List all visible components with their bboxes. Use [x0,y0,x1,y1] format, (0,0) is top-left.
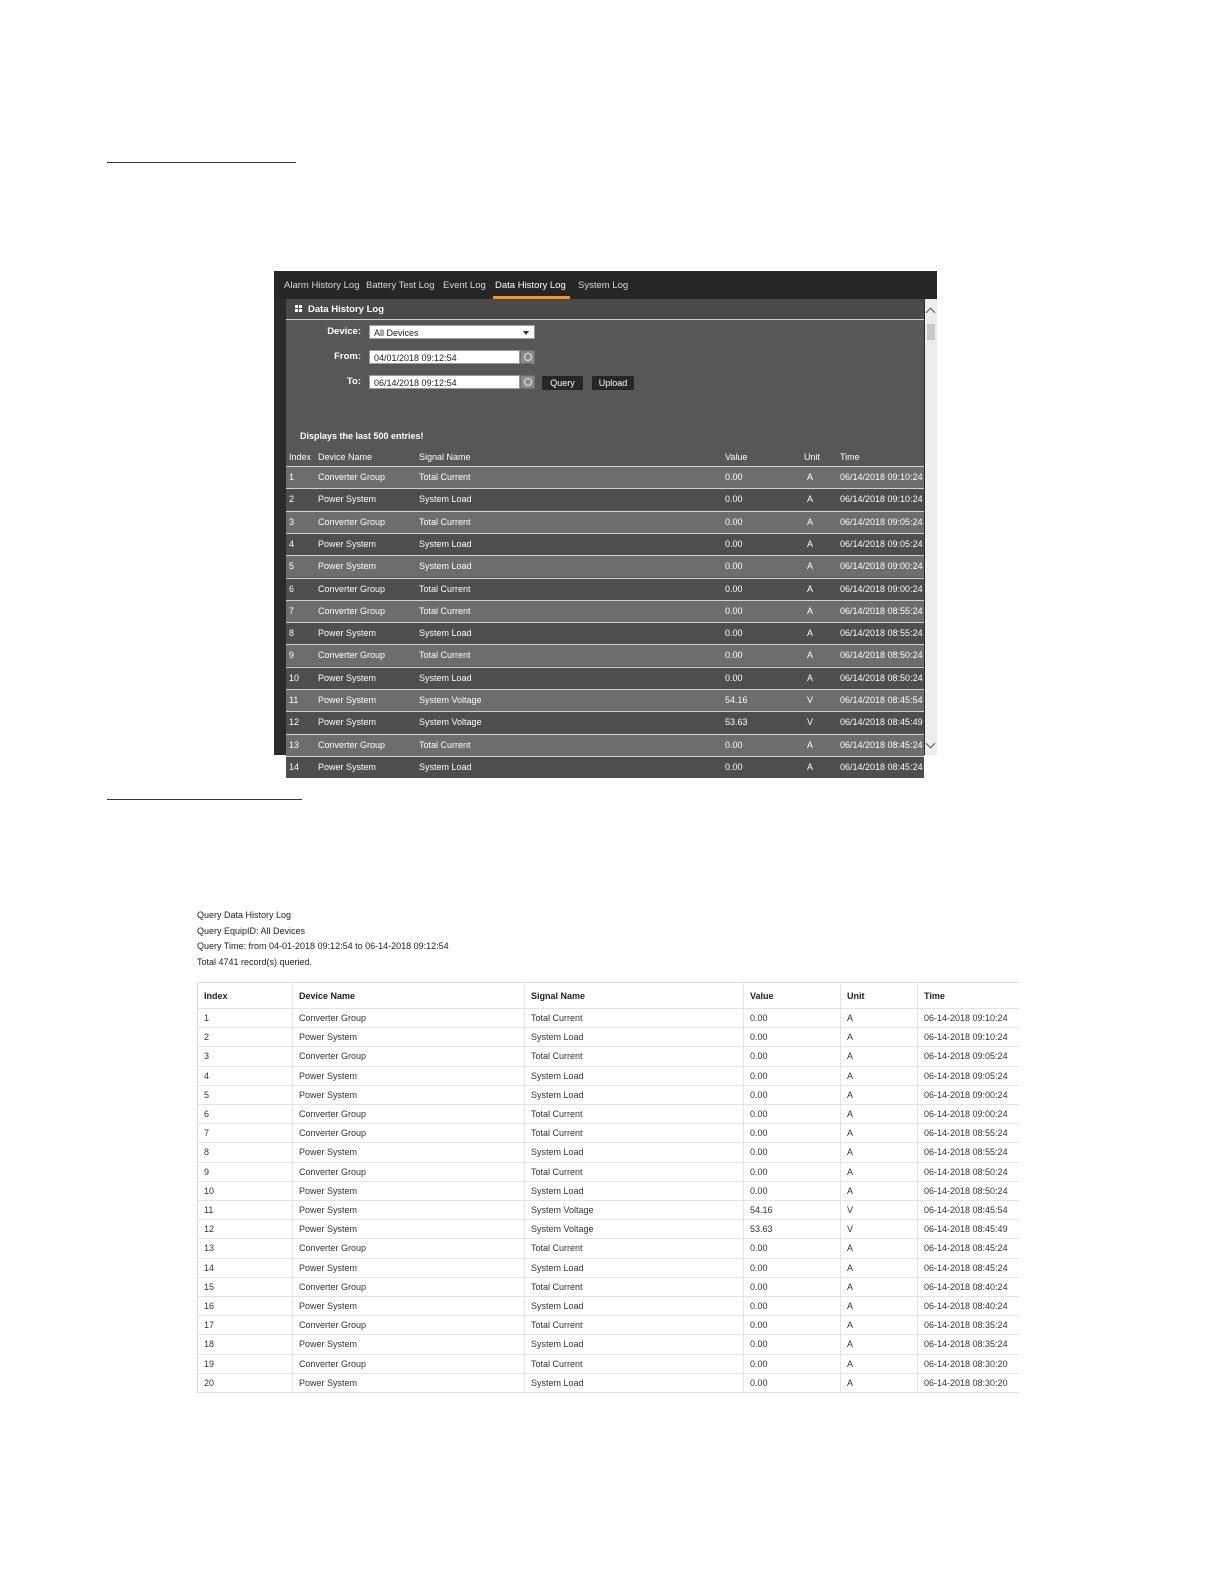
report-row [198,1181,1019,1201]
report-title: Query Data History Log [197,910,292,920]
cell-unit: V [807,717,814,728]
report-row [198,1123,1019,1143]
table-row[interactable] [286,600,924,622]
cell-device-name: Converter Group [318,739,386,750]
cell-unit: A [807,761,814,772]
to-date-input[interactable] [369,375,520,389]
cell-value: 0.00 [725,650,743,661]
cell-value: 0.00 [725,761,743,772]
cell-unit: A [847,1070,854,1081]
cell-unit: A [807,650,814,661]
cell-unit: V [847,1224,854,1235]
cell-time: 06/14/2018 09:10:24 [840,472,923,482]
cell-unit: A [847,1243,854,1254]
tab-battery-test-log[interactable]: Battery Test Log [366,280,435,291]
cell-value: 0.00 [750,1089,768,1100]
cell-time: 06-14-2018 08:55:24 [924,1128,1008,1139]
cell-unit: A [847,1185,854,1196]
cell-index: 9 [204,1166,210,1177]
cell-signal-name: System Load [419,494,472,505]
report-row [198,1315,1019,1335]
cell-unit: A [847,1089,854,1100]
cell-signal-name: System Load [531,1070,584,1081]
report-equip-id: Query EquipID: All Devices [197,925,306,936]
cell-value: 0.00 [750,1070,768,1081]
cell-unit: A [847,1281,854,1292]
cell-time: 06-14-2018 08:45:49 [924,1224,1008,1235]
cell-value: 0.00 [725,561,743,572]
cell-signal-name: Total Current [531,1281,583,1292]
table-row[interactable] [286,644,924,666]
cell-value: 0.00 [725,672,743,683]
cell-signal-name: Total Current [531,1051,583,1062]
table-row[interactable] [286,622,924,644]
cell-unit: A [807,516,814,527]
from-date-input[interactable] [369,350,520,364]
cell-device-name: Converter Group [299,1320,367,1331]
from-date-value: 04/01/2018 09:12:54 [374,353,457,363]
cell-value: 0.00 [750,1109,768,1119]
cell-index: 8 [204,1147,210,1158]
column-header[interactable]: Device Name [318,452,373,462]
cell-value: 0.00 [750,1262,768,1273]
tab-system-log[interactable]: System Log [578,280,629,291]
table-row[interactable] [286,511,924,533]
cell-signal-name: Total Current [531,1243,583,1254]
cell-value: 0.00 [750,1147,768,1158]
cell-device-name: Power System [318,761,377,772]
cell-signal-name: System Load [419,761,472,772]
cell-index: 11 [289,695,299,705]
cell-signal-name: Total Current [531,1013,583,1023]
cell-signal-name: System Load [531,1262,584,1273]
cell-value: 0.00 [750,1166,768,1177]
cell-device-name: Power System [318,494,377,505]
clock-icon[interactable] [520,375,535,389]
cell-unit: A [807,605,814,616]
cell-signal-name: Total Current [419,472,471,482]
cell-index: 10 [289,672,300,683]
cell-signal-name: Total Current [531,1358,583,1369]
cell-unit: A [807,739,814,750]
cell-index: 6 [204,1109,210,1119]
cell-time: 06-14-2018 09:00:24 [924,1089,1008,1100]
cell-value: 0.00 [725,472,743,482]
cell-value: 0.00 [725,628,743,639]
cell-signal-name: System Load [531,1032,584,1043]
scroll-thumb[interactable] [927,324,935,340]
cell-unit: A [847,1166,854,1177]
cell-index: 3 [289,516,295,527]
entries-note: Displays the last 500 entries! [300,431,424,441]
cell-time: 06-14-2018 09:10:24 [924,1032,1008,1043]
cell-time: 06/14/2018 09:00:24 [840,561,923,572]
cell-device-name: Converter Group [299,1358,367,1369]
cell-signal-name: Total Current [419,650,471,661]
cell-unit: A [847,1147,854,1158]
data-history-panel [286,299,924,772]
cell-unit: A [847,1128,854,1139]
table-row[interactable] [286,555,924,577]
cell-signal-name: System Load [531,1301,584,1311]
cell-index: 19 [204,1358,215,1369]
section-heading-rule [107,162,296,163]
report-row [198,1008,1019,1028]
cell-unit: A [807,561,814,572]
cell-unit: A [847,1320,854,1331]
cell-device-name: Power System [318,538,377,549]
report-row [198,1142,1019,1162]
cell-device-name: Converter Group [299,1128,367,1139]
report-total: Total 4741 record(s) queried. [197,956,313,967]
report-row [198,1200,1019,1220]
panel-title: Data History Log [308,304,385,315]
cell-value: 53.63 [750,1224,773,1235]
cell-signal-name: System Load [531,1147,584,1158]
cell-device-name: Power System [299,1205,358,1215]
cell-index: 12 [204,1224,215,1235]
cell-time: 06-14-2018 09:00:24 [924,1109,1008,1119]
cell-index: 2 [204,1032,210,1043]
cell-value: 0.00 [750,1128,768,1139]
cell-time: 06/14/2018 08:50:24 [840,672,923,683]
cell-signal-name: System Load [531,1339,584,1350]
cell-device-name: Power System [318,561,377,572]
cell-unit: A [807,538,814,549]
cell-time: 06/14/2018 09:00:24 [840,583,923,594]
section-heading-rule [107,799,302,800]
cell-unit: A [847,1339,854,1350]
column-header[interactable]: Index [289,452,312,462]
cell-index: 10 [204,1185,215,1196]
cell-time: 06/14/2018 08:45:24 [840,739,923,750]
cell-unit: V [807,695,814,705]
cell-time: 06-14-2018 08:30:20 [924,1377,1008,1388]
report-row [198,1162,1019,1182]
cell-device-name: Power System [299,1089,358,1100]
cell-device-name: Converter Group [318,472,386,482]
cell-unit: A [847,1301,854,1311]
cell-index: 2 [289,494,295,505]
cell-unit: A [807,672,814,683]
cell-index: 7 [204,1128,210,1139]
cell-value: 0.00 [750,1339,768,1350]
cell-time: 06-14-2018 08:45:24 [924,1262,1008,1273]
cell-value: 53.63 [725,717,748,728]
cell-device-name: Converter Group [318,650,386,661]
table-row[interactable] [286,689,924,711]
cell-unit: A [847,1032,854,1043]
cell-device-name: Power System [299,1032,358,1043]
cell-index: 4 [204,1070,210,1081]
cell-index: 1 [289,472,295,482]
cell-time: 06-14-2018 08:45:54 [924,1205,1008,1215]
column-header[interactable]: Value [725,452,748,462]
cell-value: 0.00 [725,739,743,750]
cell-device-name: Converter Group [299,1013,367,1023]
cell-signal-name: System Load [531,1377,584,1388]
cell-time: 06/14/2018 08:45:49 [840,717,923,728]
cell-unit: A [847,1358,854,1369]
cell-signal-name: System Load [419,672,472,683]
cell-device-name: Converter Group [299,1166,367,1177]
grid-icon [295,305,302,312]
cell-value: 0.00 [725,605,743,616]
cell-index: 1 [204,1013,210,1023]
cell-time: 06-14-2018 09:10:24 [924,1013,1008,1023]
report-summary [197,909,449,971]
table-row[interactable] [286,667,924,689]
cell-value: 0.00 [725,494,743,505]
cell-unit: A [847,1109,854,1119]
device-select-value: All Devices [374,328,419,338]
table-row[interactable] [286,711,924,733]
cell-device-name: Power System [318,628,377,639]
cell-signal-name: Total Current [419,516,471,527]
cell-index: 17 [204,1320,215,1331]
report-row [198,1104,1019,1124]
cell-device-name: Power System [299,1301,358,1311]
cell-time: 06/14/2018 08:55:24 [840,605,923,616]
report-column-header: Index [204,991,228,1001]
cell-value: 0.00 [725,516,743,527]
cell-device-name: Power System [299,1185,358,1196]
to-date-value: 06/14/2018 09:12:54 [374,378,457,388]
cell-value: 0.00 [750,1377,768,1388]
cell-time: 06/14/2018 08:50:24 [840,650,923,661]
cell-signal-name: Total Current [419,583,471,594]
cell-device-name: Converter Group [318,516,386,527]
cell-signal-name: System Load [531,1185,584,1196]
cell-index: 12 [289,717,300,728]
report-table [197,982,1019,1393]
cell-value: 0.00 [750,1032,768,1043]
cell-device-name: Power System [299,1070,358,1081]
cell-unit: A [807,494,814,505]
cell-time: 06/14/2018 08:55:24 [840,628,923,639]
cell-unit: V [847,1205,854,1215]
cell-value: 0.00 [725,538,743,549]
cell-index: 14 [289,761,300,772]
cell-value: 0.00 [725,583,743,594]
cell-value: 0.00 [750,1281,768,1292]
chevron-up-icon[interactable] [926,308,936,318]
cell-index: 7 [289,605,295,616]
cell-index: 5 [289,561,295,572]
cell-device-name: Power System [318,717,377,728]
cell-signal-name: Total Current [531,1109,583,1119]
table-row[interactable] [286,756,924,778]
cell-device-name: Power System [299,1377,358,1388]
column-header[interactable]: Time [840,452,860,462]
cell-time: 06-14-2018 08:45:24 [924,1243,1008,1254]
to-label: To: [346,376,361,387]
report-row [198,1258,1019,1278]
device-label: Device: [327,326,361,337]
cell-device-name: Converter Group [299,1051,367,1062]
from-label: From: [334,351,361,362]
cell-index: 3 [204,1051,210,1062]
table-row[interactable] [286,734,924,756]
cell-signal-name: System Load [419,628,472,639]
cell-signal-name: Total Current [419,739,471,750]
cell-signal-name: Total Current [531,1320,583,1331]
cell-value: 0.00 [750,1358,768,1369]
cell-unit: A [807,628,814,639]
cell-time: 06/14/2018 09:05:24 [840,538,923,549]
cell-device-name: Power System [318,695,377,705]
cell-value: 0.00 [750,1320,768,1331]
report-time-range: Query Time: from 04-01-2018 09:12:54 to 06-14-2018 09:12:54 [197,941,449,951]
cell-unit: A [847,1262,854,1273]
chevron-down-icon [523,331,529,335]
cell-device-name: Power System [318,672,377,683]
report-row [198,1085,1019,1105]
device-select[interactable] [369,325,535,339]
cell-device-name: Converter Group [299,1109,367,1119]
cell-device-name: Converter Group [318,583,386,594]
cell-signal-name: System Voltage [419,717,482,728]
cell-signal-name: System Load [419,561,472,572]
cell-time: 06/14/2018 09:10:24 [840,494,923,505]
tab-data-history-log[interactable]: Data History Log [495,280,566,291]
column-header[interactable]: Signal Name [419,452,471,462]
cell-signal-name: System Load [531,1089,584,1100]
cell-signal-name: Total Current [531,1128,583,1139]
cell-device-name: Power System [299,1262,358,1273]
cell-signal-name: Total Current [531,1166,583,1177]
cell-unit: A [847,1377,854,1388]
cell-index: 9 [289,650,295,661]
cell-time: 06-14-2018 08:40:24 [924,1281,1008,1292]
cell-value: 0.00 [750,1301,768,1311]
cell-time: 06-14-2018 08:35:24 [924,1339,1008,1350]
cell-signal-name: Total Current [419,605,471,616]
report-row [198,1027,1019,1047]
cell-time: 06-14-2018 08:55:24 [924,1147,1008,1158]
cell-unit: A [807,583,814,594]
report-row [198,1296,1019,1316]
cell-device-name: Power System [299,1339,358,1350]
report-row [198,1354,1019,1374]
cell-time: 06-14-2018 08:30:20 [924,1358,1008,1369]
cell-time: 06-14-2018 09:05:24 [924,1070,1008,1081]
cell-index: 18 [204,1339,215,1350]
report-row [198,1373,1019,1393]
report-row [198,1046,1019,1066]
cell-device-name: Converter Group [299,1243,367,1254]
report-row [198,1219,1019,1239]
report-column-header: Signal Name [531,991,586,1001]
cell-value: 0.00 [750,1243,768,1254]
cell-index: 11 [204,1205,214,1215]
report-column-header: Time [924,991,945,1001]
table-row[interactable] [286,533,924,555]
cell-value: 54.16 [725,695,748,705]
column-header[interactable]: Unit [804,452,821,462]
cell-device-name: Converter Group [299,1281,367,1292]
cell-index: 20 [204,1377,215,1388]
cell-time: 06-14-2018 08:50:24 [924,1166,1008,1177]
cell-value: 0.00 [750,1013,768,1023]
table-row[interactable] [286,466,924,488]
report-row [198,1238,1019,1258]
report-column-header: Unit [847,991,865,1001]
table-row[interactable] [286,578,924,600]
cell-time: 06-14-2018 08:35:24 [924,1320,1008,1331]
vertical-scrollbar[interactable] [925,299,937,755]
tab-alarm-history-log[interactable]: Alarm History Log [284,280,360,291]
chevron-down-icon[interactable] [926,739,936,749]
report-row [198,1334,1019,1354]
cell-time: 06/14/2018 08:45:54 [840,695,923,705]
cell-unit: A [847,1051,854,1062]
cell-index: 13 [204,1243,215,1254]
cell-value: 0.00 [750,1051,768,1062]
cell-index: 16 [204,1301,215,1311]
cell-index: 5 [204,1089,210,1100]
cell-unit: A [847,1013,854,1023]
cell-device-name: Power System [299,1147,358,1158]
panel-header [286,299,924,320]
cell-unit: A [807,472,814,482]
cell-value: 0.00 [750,1185,768,1196]
report-column-header: Device Name [299,991,356,1001]
query-button[interactable]: Query [542,376,583,390]
cell-time: 06-14-2018 08:50:24 [924,1185,1008,1196]
cell-index: 4 [289,538,295,549]
cell-device-name: Converter Group [318,605,386,616]
cell-signal-name: System Voltage [531,1205,594,1215]
cell-index: 13 [289,739,300,750]
cell-signal-name: System Load [419,538,472,549]
log-tab-bar [274,271,937,299]
report-row [198,1066,1019,1086]
table-row[interactable] [286,488,924,510]
cell-time: 06-14-2018 09:05:24 [924,1051,1008,1062]
cell-device-name: Power System [299,1224,358,1235]
cell-time: 06/14/2018 08:45:24 [840,761,923,772]
cell-index: 6 [289,583,295,594]
data-history-screenshot [274,271,937,772]
cell-index: 8 [289,628,295,639]
cell-time: 06/14/2018 09:05:24 [840,516,923,527]
tab-event-log[interactable]: Event Log [443,280,486,291]
cell-index: 15 [204,1281,215,1292]
cell-time: 06-14-2018 08:40:24 [924,1301,1008,1311]
upload-button[interactable]: Upload [592,376,634,390]
cell-signal-name: System Voltage [531,1224,594,1235]
report-row [198,1277,1019,1297]
cell-value: 54.16 [750,1205,773,1215]
clock-icon[interactable] [520,350,535,364]
report-column-header: Value [750,991,774,1001]
cell-index: 14 [204,1262,215,1273]
cell-signal-name: System Voltage [419,695,482,705]
